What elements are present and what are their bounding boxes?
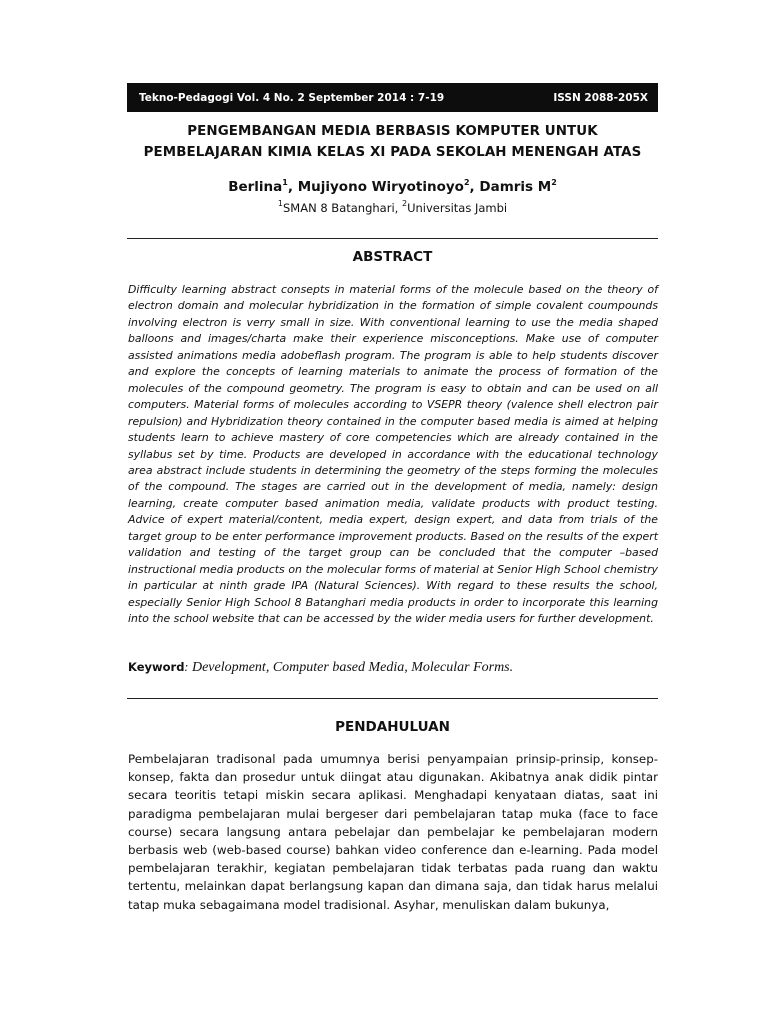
paper-title-line-1: PENGEMBANGAN MEDIA BERBASIS KOMPUTER UNTUK (187, 124, 598, 139)
affiliation-marker: 2 (401, 199, 408, 208)
abstract-heading: ABSTRACT (352, 249, 433, 265)
divider-top (127, 238, 658, 239)
author-list (127, 179, 658, 195)
keyword-list: Development, Computer based Media, Molecular Forms. (191, 660, 514, 675)
keyword-separator: : (184, 660, 192, 674)
author-affiliation-marker: 2 (551, 178, 557, 187)
abstract-text: Difficulty learning abstract consepts in material forms of the molecule based on the theory of electron domain and molecular hybridization in the formation of simple covalent coumpounds involving electron is verry small in size. With conventional learning to use the media shaped balloons and images/charta make their experience misconceptions. Make use of computer assisted animations media adobeflash program. The program is able to help students discover and explore the concepts of learning materials to animate the process of formation of the molecules of the compound geometry. The program is easy to obtain and can be used on all computers. Material forms of molecules according to VSEPR theory (valence shell electron pair repulsion) and Hybridization theory contained in the computer based media is aimed at helping students learn to achieve mastery of core competencies which are already contained in the syllabus set by time. Products are developed in accordance with the educational technology area abstract include students in determining the geometry of the steps forming the molecules of the compound. The stages are carried out in the development of media, namely: design learning, create computer based animation media, validate products with product testing. Advice of expert material/content, media expert, design expert, and data from trials of the target group to be enter performance improvement products. Based on the results of the expert validation and testing of the target group can be concluded that the computer –based instructional media products on the molecular forms of material at Senior High School chemistry in particular at ninth grade IPA (Natural Sciences). With regard to these results the school, especially Senior High School 8 Batanghari media products in order to incorporate this learning into the school website that can be accessed by the wider media users for further development. (128, 283, 658, 626)
keyword-label: Keyword (128, 660, 185, 674)
affiliation-name: SMAN 8 Batanghari, (282, 201, 402, 215)
intro-heading: PENDAHULUAN (335, 719, 450, 735)
author-affiliation-marker: 2 (463, 178, 470, 187)
author-name: , Mujiyono Wiryotinoyo (287, 179, 464, 195)
affiliation-name: Universitas Jambi (407, 201, 508, 215)
divider-bottom (127, 698, 658, 699)
journal-header-bar (127, 83, 658, 112)
affiliation-marker: 1 (277, 199, 283, 208)
issn-number: ISSN 2088-205X (553, 91, 648, 104)
paper-title-line-2: PEMBELAJARAN KIMIA KELAS XI PADA SEKOLAH MENENGAH ATAS (143, 145, 642, 160)
author-name: , Damris M (469, 179, 552, 195)
journal-citation: Tekno-Pedagogi Vol. 4 No. 2 September 2014 : 7-19 (139, 91, 445, 104)
intro-text: Pembelajaran tradisonal pada umumnya berisi penyampaian prinsip-prinsip, konsep-konsep, fakta dan prosedur untuk diingat atau digunakan. Akibatnya anak didik pintar secara teoritis tetapi miskin secara aplikasi. Menghadapi kenyataan diatas, saat ini paradigma pembelajaran mulai bergeser dari pembelajaran tatap muka (face to face course) secara langsung antara pebelajar dan pembelajar ke pembelajaran modern berbasis web (web-based course) bahkan video conference dan e-learning. Pada model pembelajaran terakhir, kegiatan pembelajaran tidak terbatas pada ruang dan waktu tertentu, melainkan dapat berlangsung kapan dan dimana saja, dan tidak harus melalui tatap muka sebagaimana model tradisional. Asyhar, menuliskan dalam bukunya, (128, 752, 658, 912)
author-affiliation-marker: 1 (282, 178, 288, 187)
author-name: Berlina (228, 179, 283, 195)
keyword-line (128, 660, 658, 676)
paper-title (127, 121, 658, 163)
affiliation-list (127, 201, 658, 215)
